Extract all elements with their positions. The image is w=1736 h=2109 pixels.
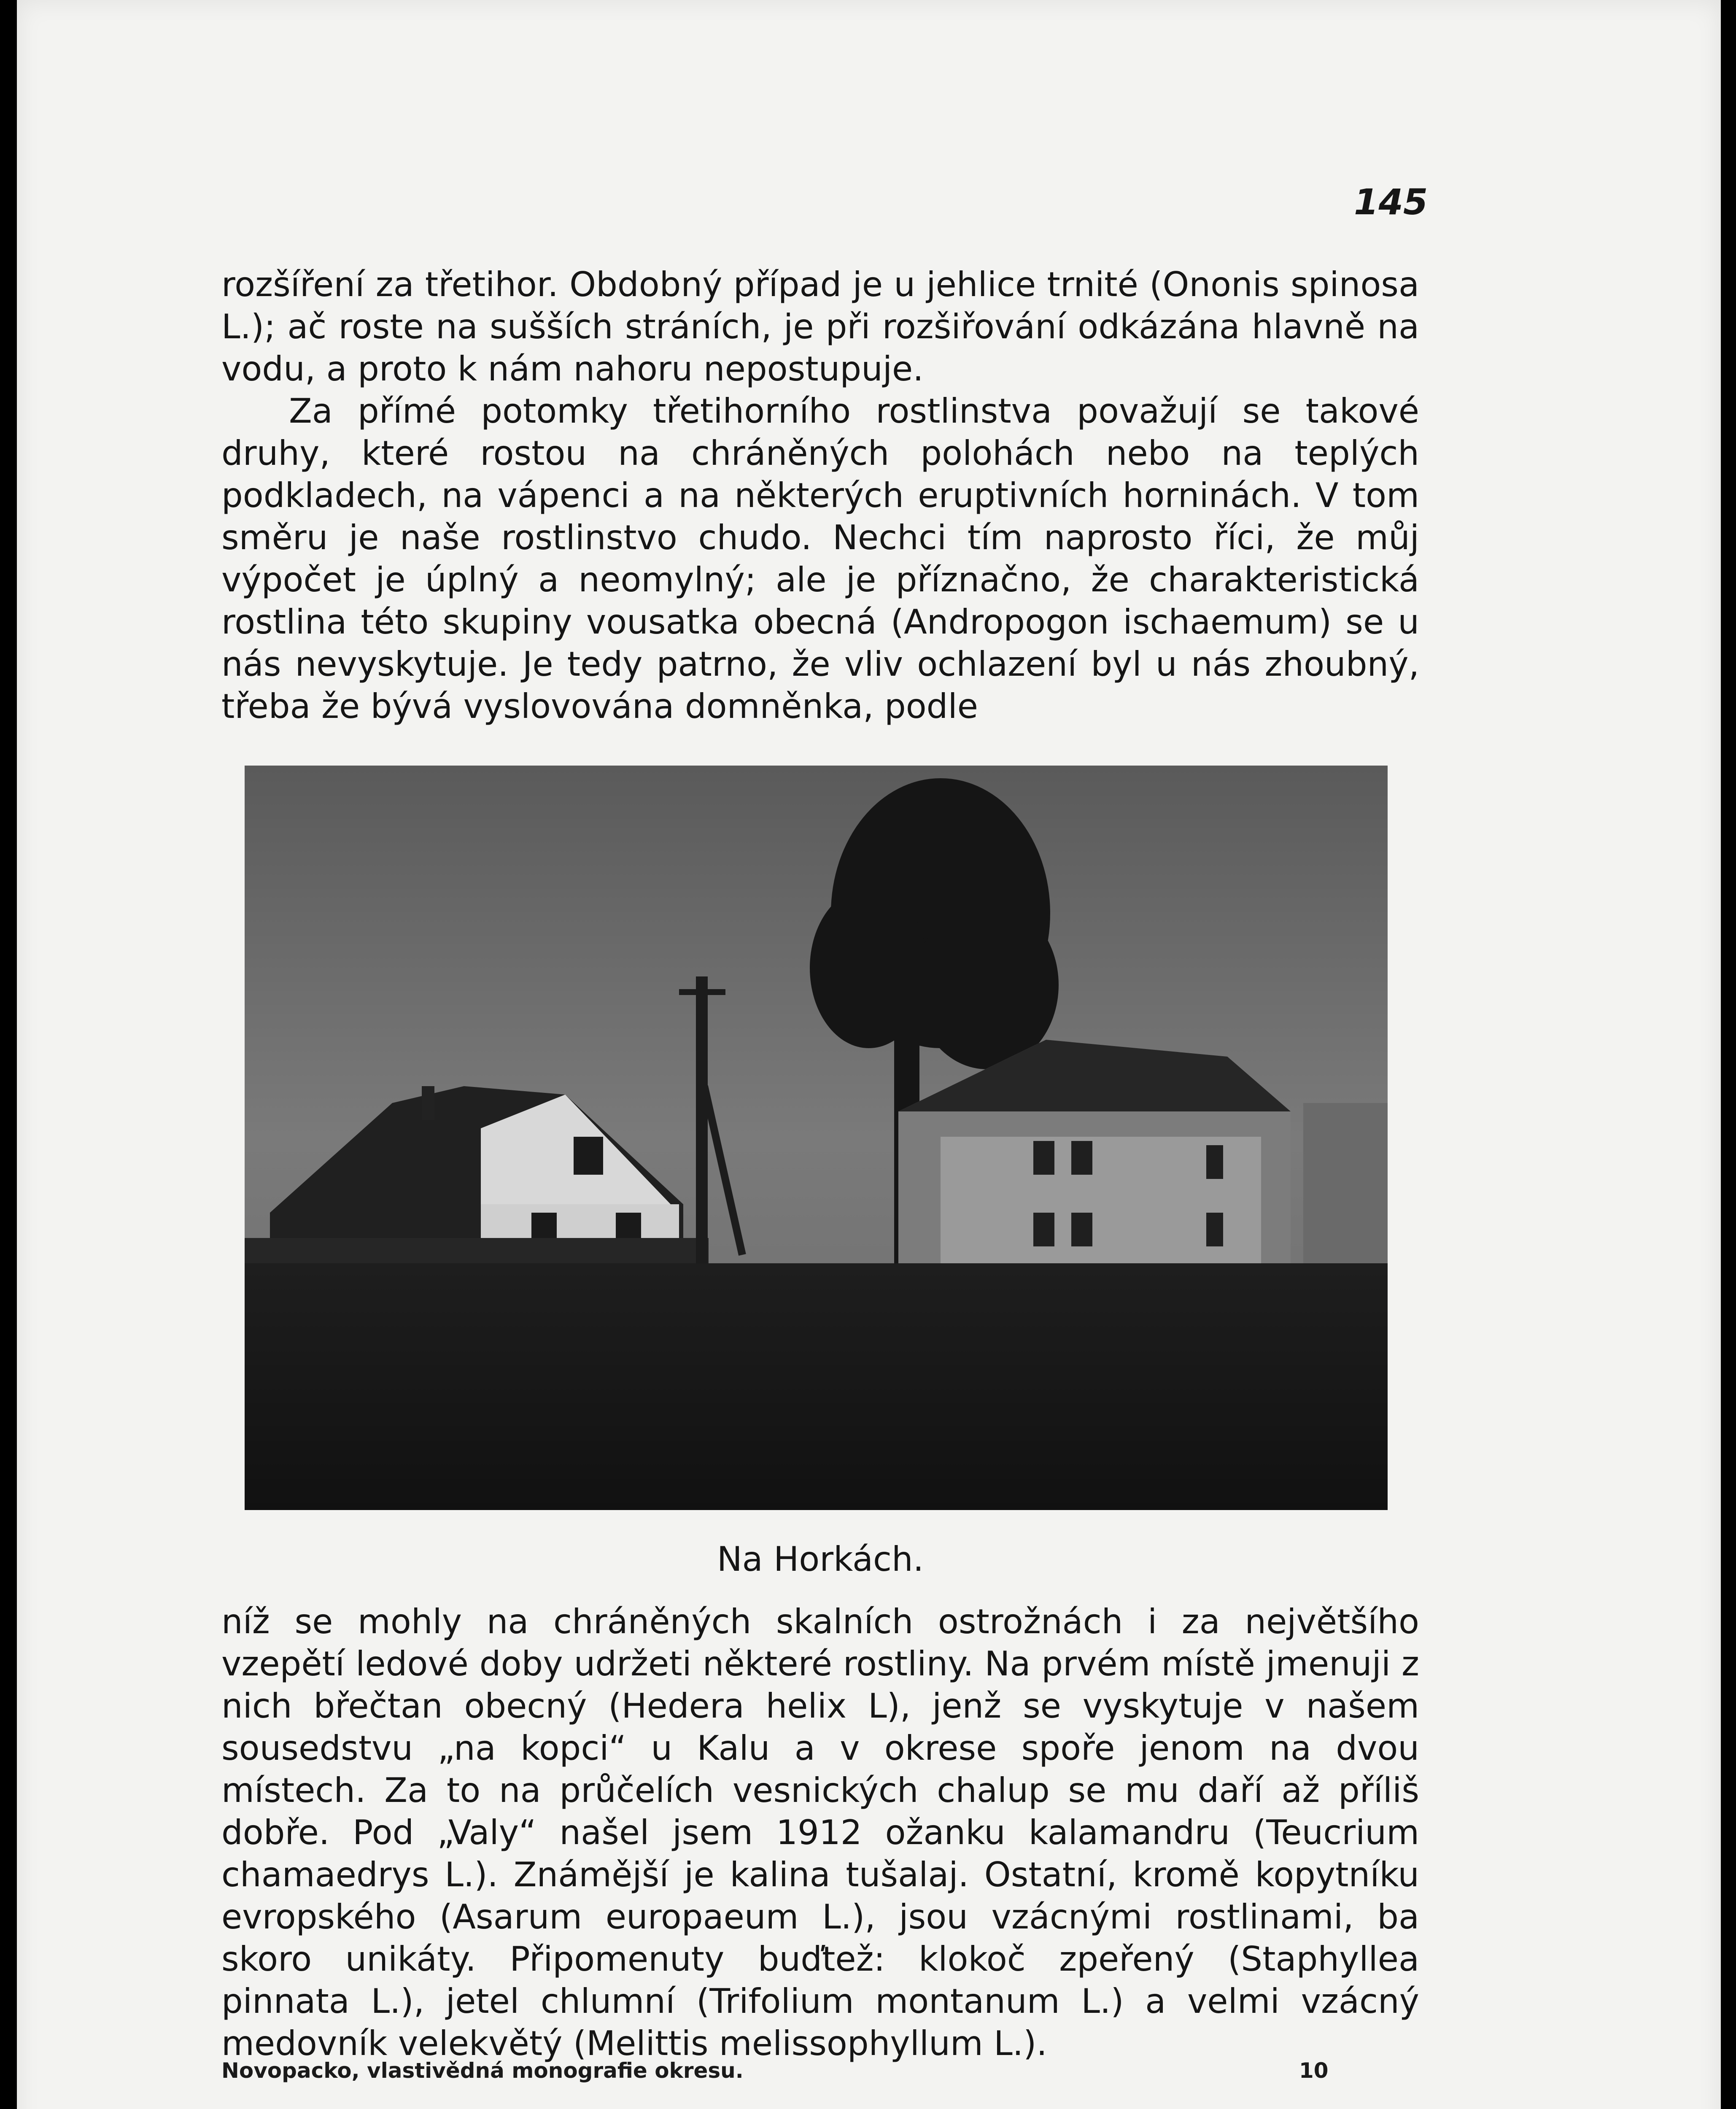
footer-sheet-number: 10 [1299, 2058, 1329, 2083]
photo-image [245, 766, 1388, 1510]
body-text-bottom [221, 1601, 1419, 2065]
paragraph: rozšíření za třetihor. Obdobný případ je u jehlice trnité (Ononis spinosa L.); ač roste na sušších stráních, je při rozšiřování odkázána hlavně na vodu, a proto k nám nahoru nepostupuje. [221, 265, 1419, 388]
footer-title: Novopacko, vlastivědná monografie okresu. [221, 2058, 744, 2083]
paragraph: Za přímé potomky třetihorního rostlinstva považují se takové druhy, které rostou na chráněných polohách nebo na teplých podkladech, na vápenci a na některých eruptivních horninách. V tom směru je naše rostlinstvo chudo. Nechci tím naprosto říci, že můj výpočet je úplný a neomylný; ale je příznačno, že charakteristická rostlina této skupiny vousatka obecná (Andropogon ischaemum) se u nás nevyskytuje. Je tedy patrno, že vliv ochlazení byl u nás zhoubný, třeba že bývá vyslovována domněnka, podle [221, 391, 1419, 726]
document-page [17, 0, 1721, 2109]
figure-caption: Na Horkách. [717, 1540, 924, 1579]
page-number: 145 [1354, 181, 1428, 223]
body-text-top [221, 264, 1419, 728]
scan-edge [0, 0, 17, 2109]
photo-na-horkach [245, 766, 1388, 1510]
paragraph: níž se mohly na chráněných skalních ostrožnách i za největšího vzepětí ledové doby udržeti některé rostliny. Na prvém místě jmenuji z nich břečtan obecný (Hedera helix L), jenž se vyskytuje v našem sousedstvu „na kopci“ u Kalu a v okrese spoře jenom na dvou místech. Za to na průčelích vesnických chalup se mu daří až příliš dobře. Pod „Valy“ našel jsem 1912 ožanku kalamandru (Teucrium chamaedrys L.). Známější je kalina tušalaj. Ostatní, kromě kopytníku evropského (Asarum europaeum L.), jsou vzácnými rostlinami, ba skoro unikáty. Připomenuty buďtež: klokoč zpeřený (Staphyllea pinnata L.), jetel chlumní (Trifolium montanum L.) a velmi vzácný medovník velekvětý (Melittis melissophyllum L.). [221, 1602, 1419, 2063]
